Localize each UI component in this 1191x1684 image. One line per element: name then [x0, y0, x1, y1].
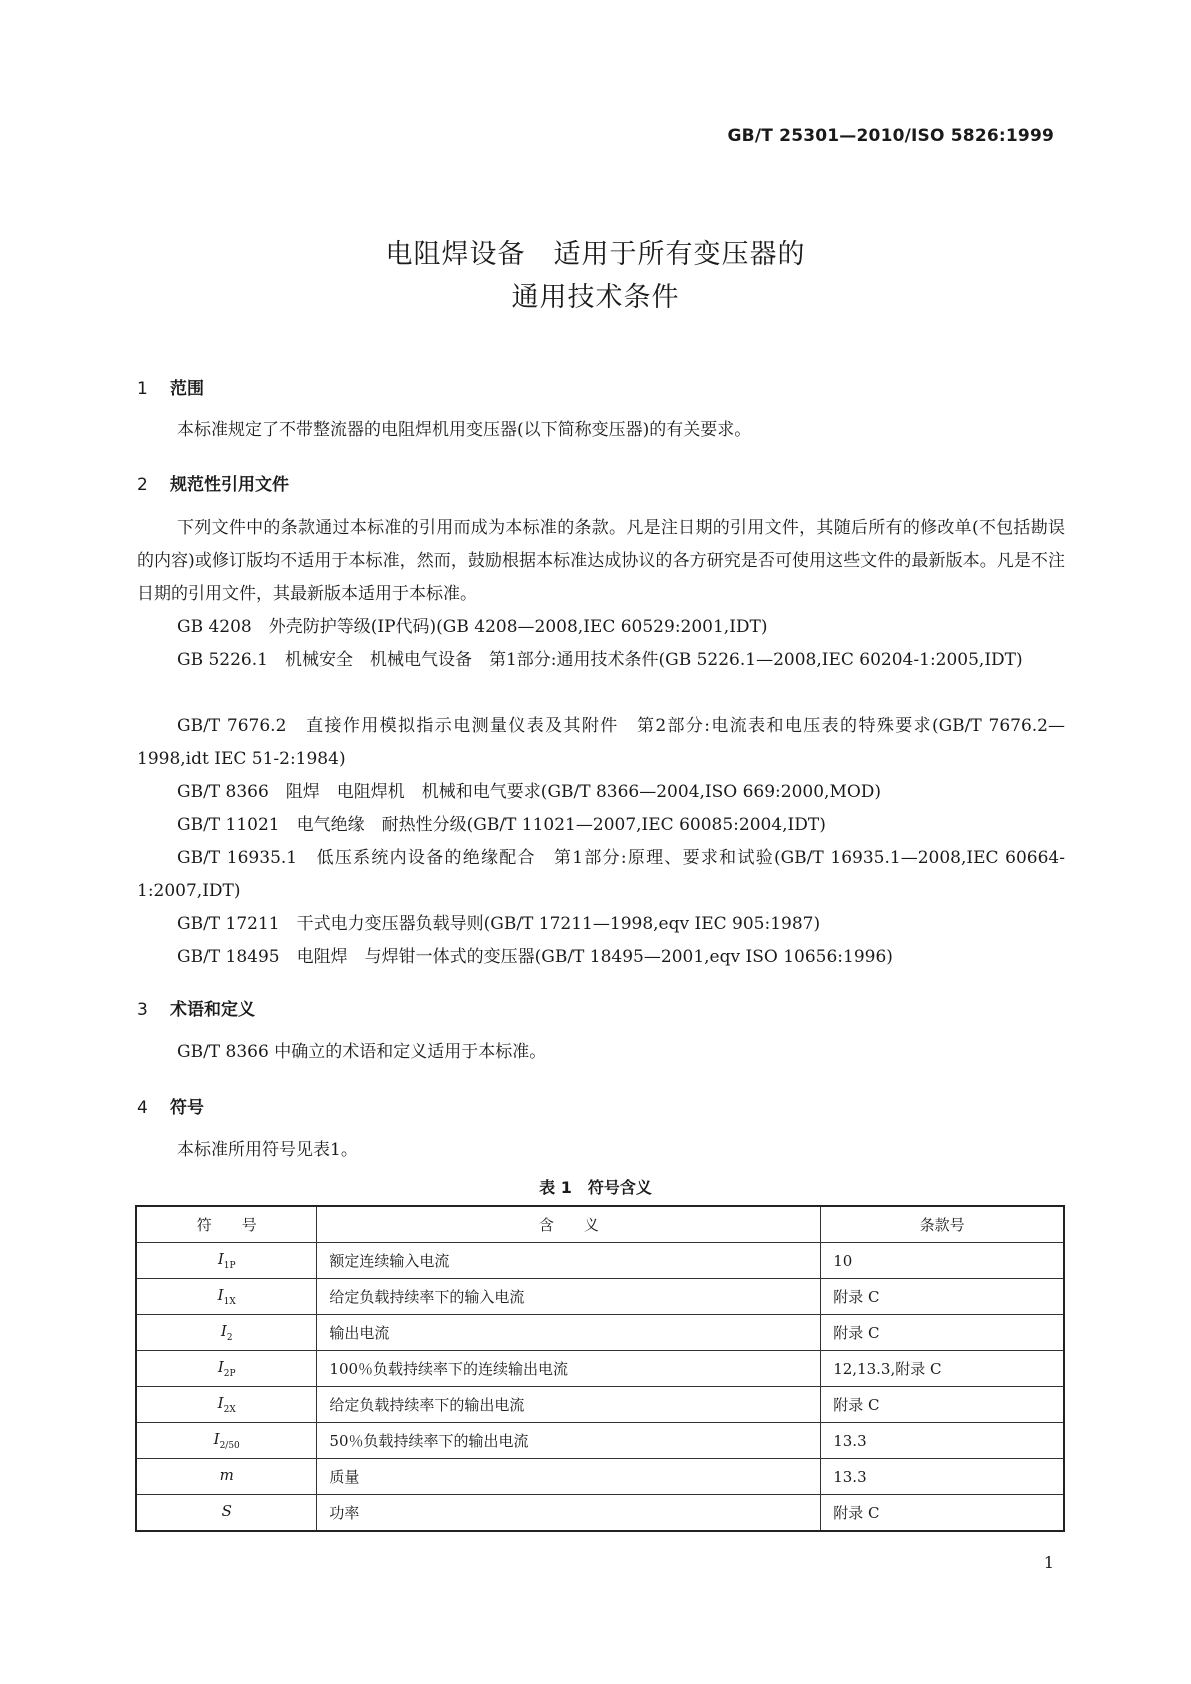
section-heading-terms — [137, 995, 255, 1020]
section-title: 符号 — [170, 1098, 204, 1118]
reference-item: GB/T 16935.1 低压系统内设备的绝缘配合 第1部分:原理、要求和试验(GB/T 16935.1—2008,IEC 60664-1:2007,IDT) — [137, 848, 1065, 901]
clause-cell: 附录 C — [821, 1387, 1064, 1423]
symbols-table — [135, 1205, 1065, 1532]
symbol-cell: $I_{2X}$ — [136, 1387, 317, 1423]
header-symbol: 符 号 — [136, 1206, 317, 1243]
meaning-cell: 输出电流 — [317, 1315, 821, 1351]
clause-cell: 10 — [821, 1243, 1064, 1279]
normative-intro-paragraph: 下列文件中的条款通过本标准的引用而成为本标准的条款。凡是注日期的引用文件，其随后所有的修改单(不包括勘误的内容)或修订版均不适用于本标准，然而，鼓励根据本标准达成协议的各方研究是否可使用这些文件的最新版本。凡是不注日期的引用文件，其最新版本适用于本标准。 — [137, 518, 1065, 604]
symbol-cell: $I_{2P}$ — [136, 1351, 317, 1387]
symbol-cell: m — [136, 1459, 317, 1495]
table-caption: 表 1 符号含义 — [539, 1178, 652, 1197]
scope-paragraph: 本标准规定了不带整流器的电阻焊机用变压器(以下简称变压器)的有关要求。 — [177, 420, 752, 440]
reference-item: GB/T 17211 干式电力变压器负载导则(GB/T 17211—1998,eqv IEC 905:1987) — [177, 914, 821, 934]
symbols-paragraph: 本标准所用符号见表1。 — [177, 1140, 358, 1160]
clause-cell: 13.3 — [821, 1459, 1064, 1495]
meaning-cell: 给定负载持续率下的输出电流 — [317, 1387, 821, 1423]
document-title-line1: 电阻焊设备 适用于所有变压器的 — [385, 239, 806, 270]
header-clause: 条款号 — [821, 1206, 1064, 1243]
symbol-cell: $I_{1X}$ — [136, 1279, 317, 1315]
reference-item: GB/T 11021 电气绝缘 耐热性分级(GB/T 11021—2007,IEC 60085:2004,IDT) — [177, 815, 826, 835]
table-row — [136, 1243, 1064, 1279]
meaning-cell: 100％负载持续率下的连续输出电流 — [317, 1351, 821, 1387]
section-title: 术语和定义 — [170, 1000, 255, 1020]
table-row — [136, 1351, 1064, 1387]
document-title-line2: 通用技术条件 — [511, 282, 680, 313]
table-row — [136, 1279, 1064, 1315]
table-row — [136, 1387, 1064, 1423]
section-heading-scope — [137, 374, 204, 399]
clause-cell: 附录 C — [821, 1315, 1064, 1351]
table-header-row — [136, 1206, 1064, 1243]
section-title: 规范性引用文件 — [170, 475, 289, 495]
reference-item: GB/T 18495 电阻焊 与焊钳一体式的变压器(GB/T 18495—2001,eqv ISO 10656:1996) — [177, 947, 893, 967]
symbol-cell: $I_{2/50}$ — [136, 1423, 317, 1459]
meaning-cell: 给定负载持续率下的输入电流 — [317, 1279, 821, 1315]
clause-cell: 12,13.3,附录 C — [821, 1351, 1064, 1387]
meaning-cell: 额定连续输入电流 — [317, 1243, 821, 1279]
header-meaning: 含 义 — [317, 1206, 821, 1243]
meaning-cell: 50％负载持续率下的输出电流 — [317, 1423, 821, 1459]
section-heading-symbols — [137, 1093, 204, 1118]
symbol-cell: S — [136, 1495, 317, 1532]
section-number: 4 — [137, 1098, 148, 1118]
section-number: 1 — [137, 379, 148, 399]
reference-item: GB/T 7676.2 直接作用模拟指示电测量仪表及其附件 第2部分:电流表和电压表的特殊要求(GB/T 7676.2—1998,idt IEC 51-2:1984) — [137, 716, 1065, 769]
meaning-cell: 功率 — [317, 1495, 821, 1532]
section-title: 范围 — [170, 379, 204, 399]
table-row — [136, 1495, 1064, 1532]
table-row — [136, 1459, 1064, 1495]
standard-number: GB/T 25301—2010/ISO 5826:1999 — [727, 126, 1054, 146]
clause-cell: 附录 C — [821, 1279, 1064, 1315]
table-row — [136, 1423, 1064, 1459]
terms-paragraph: GB/T 8366 中确立的术语和定义适用于本标准。 — [177, 1042, 547, 1062]
table-row — [136, 1315, 1064, 1351]
section-number: 2 — [137, 475, 148, 495]
reference-item: GB 5226.1 机械安全 机械电气设备 第1部分:通用技术条件(GB 5226.1—2008,IEC 60204-1:2005,IDT) — [177, 650, 1023, 670]
reference-item: GB/T 8366 阻焊 电阻焊机 机械和电气要求(GB/T 8366—2004,ISO 669:2000,MOD) — [177, 782, 882, 802]
section-heading-normative-references — [137, 470, 289, 495]
clause-cell: 13.3 — [821, 1423, 1064, 1459]
reference-item: GB 4208 外壳防护等级(IP代码)(GB 4208—2008,IEC 60529:2001,IDT) — [177, 617, 768, 637]
section-number: 3 — [137, 1000, 148, 1020]
symbol-cell: $I_2$ — [136, 1315, 317, 1351]
page-number: 1 — [1043, 1553, 1054, 1572]
clause-cell: 附录 C — [821, 1495, 1064, 1532]
meaning-cell: 质量 — [317, 1459, 821, 1495]
symbol-cell: $I_{1P}$ — [136, 1243, 317, 1279]
